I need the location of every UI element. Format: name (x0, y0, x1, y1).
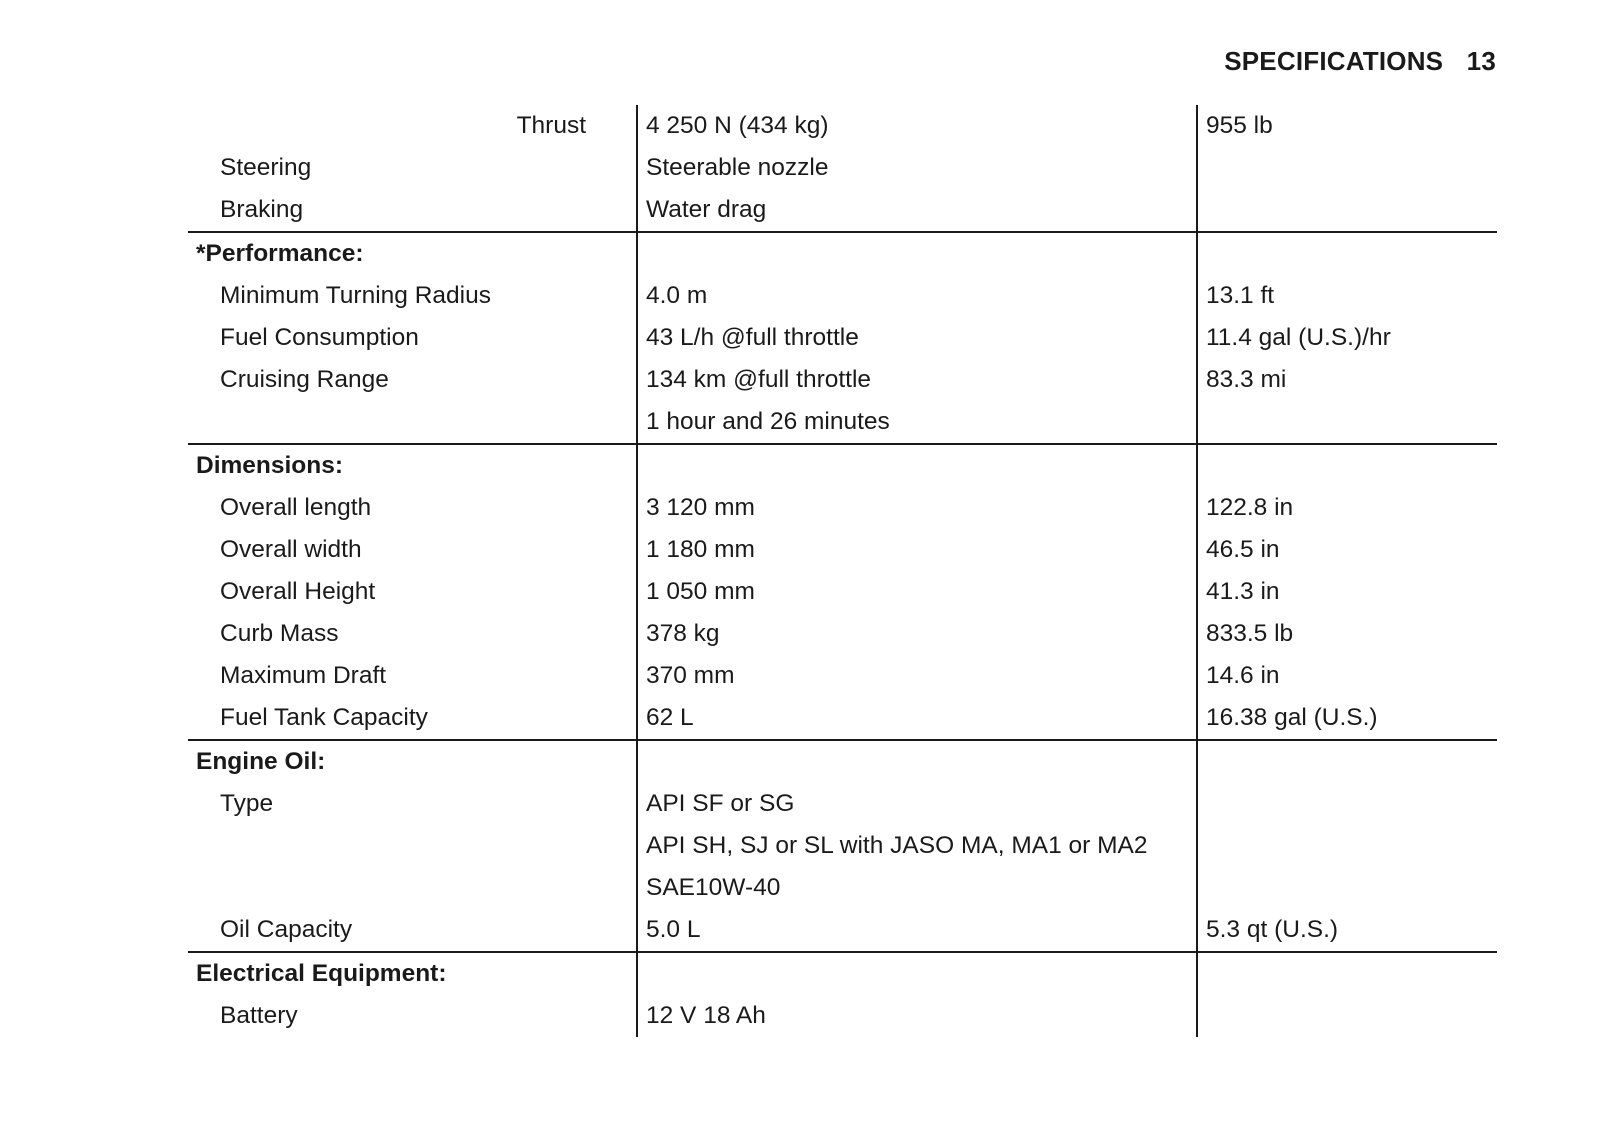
spec-imperial-value: 41.3 in (1197, 571, 1497, 613)
table-row (188, 275, 1497, 317)
spec-label: Steering (220, 154, 312, 181)
spec-imperial-value: 5.3 qt (U.S.) (1197, 909, 1497, 952)
spec-label: Fuel Tank Capacity (188, 697, 637, 740)
spec-label: Maximum Draft (220, 662, 387, 689)
spec-metric-value: 62 L (637, 697, 1197, 740)
spec-imperial-value (1197, 995, 1497, 1037)
spec-label: Fuel Consumption (220, 324, 419, 351)
table-row (188, 783, 1497, 825)
spec-imperial-value (1197, 952, 1497, 995)
spec-imperial-value (1197, 401, 1497, 444)
page-header (1224, 46, 1496, 77)
spec-label: Minimum Turning Radius (220, 282, 491, 309)
section-heading-dimensions: Dimensions: (196, 452, 344, 479)
table-row (188, 487, 1497, 529)
spec-imperial-value: 16.38 gal (U.S.) (1197, 697, 1497, 740)
table-row (188, 697, 1497, 740)
table-row (188, 147, 1497, 189)
spec-metric-value: 1 hour and 26 minutes (637, 401, 1197, 444)
spec-metric-value: SAE10W-40 (637, 867, 1197, 909)
spec-imperial-value (1197, 783, 1497, 825)
spec-imperial-value: 955 lb (1197, 105, 1497, 147)
spec-label (188, 825, 637, 867)
spec-metric-value: Water drag (637, 189, 1197, 232)
spec-imperial-value (1197, 189, 1497, 232)
table-row (188, 105, 1497, 147)
spec-imperial-value (1197, 444, 1497, 487)
table-row (188, 571, 1497, 613)
spec-label (188, 867, 637, 909)
spec-imperial-value (1197, 147, 1497, 189)
spec-imperial-value: 83.3 mi (1197, 359, 1497, 401)
spec-metric-value: 43 L/h @full throttle (637, 317, 1197, 359)
table-row (188, 317, 1497, 359)
table-row (188, 401, 1497, 444)
table-row (188, 613, 1497, 655)
section-heading-performance: *Performance: (196, 240, 364, 267)
table-row (188, 359, 1497, 401)
spec-imperial-value: 14.6 in (1197, 655, 1497, 697)
section-heading-engine-oil: Engine Oil: (196, 748, 326, 775)
spec-imperial-value (1197, 867, 1497, 909)
spec-metric-value (637, 232, 1197, 275)
table-row (188, 909, 1497, 952)
spec-metric-value: 4 250 N (434 kg) (637, 105, 1197, 147)
spec-imperial-value: 833.5 lb (1197, 613, 1497, 655)
spec-metric-value: 1 050 mm (637, 571, 1197, 613)
spec-metric-value (637, 740, 1197, 783)
spec-label: Type (220, 790, 274, 817)
spec-metric-value: 134 km @full throttle (637, 359, 1197, 401)
spec-metric-value: API SF or SG (637, 783, 1197, 825)
spec-label: Oil Capacity (188, 909, 637, 952)
spec-metric-value: API SH, SJ or SL with JASO MA, MA1 or MA2 (637, 825, 1197, 867)
spec-label: Overall length (220, 494, 372, 521)
spec-imperial-value (1197, 740, 1497, 783)
spec-label: Battery (220, 1002, 298, 1029)
spec-imperial-value: 13.1 ft (1197, 275, 1497, 317)
section-heading-row (188, 444, 1497, 487)
spec-imperial-value (1197, 825, 1497, 867)
spec-imperial-value: 122.8 in (1197, 487, 1497, 529)
spec-metric-value: Steerable nozzle (637, 147, 1197, 189)
spec-label: Braking (188, 189, 637, 232)
spec-label: Cruising Range (220, 366, 389, 393)
page-title: SPECIFICATIONS (1224, 46, 1444, 76)
spec-metric-value (637, 952, 1197, 995)
spec-label (188, 401, 637, 444)
spec-imperial-value (1197, 232, 1497, 275)
section-heading-row (188, 740, 1497, 783)
spec-metric-value (637, 444, 1197, 487)
spec-metric-value: 5.0 L (637, 909, 1197, 952)
spec-metric-value: 3 120 mm (637, 487, 1197, 529)
spec-metric-value: 4.0 m (637, 275, 1197, 317)
section-heading-row (188, 952, 1497, 995)
spec-label: Thrust (516, 112, 586, 139)
section-heading-electrical-equipment: Electrical Equipment: (196, 960, 447, 987)
table-row (188, 867, 1497, 909)
spec-metric-value: 378 kg (637, 613, 1197, 655)
page-number: 13 (1466, 46, 1496, 76)
spec-imperial-value: 11.4 gal (U.S.)/hr (1197, 317, 1497, 359)
section-heading-row (188, 232, 1497, 275)
spec-metric-value: 370 mm (637, 655, 1197, 697)
table-row (188, 825, 1497, 867)
table-row (188, 995, 1497, 1037)
spec-imperial-value: 46.5 in (1197, 529, 1497, 571)
table-row (188, 655, 1497, 697)
spec-label: Overall Height (220, 578, 376, 605)
table-row (188, 189, 1497, 232)
spec-metric-value: 1 180 mm (637, 529, 1197, 571)
spec-metric-value: 12 V 18 Ah (637, 995, 1197, 1037)
spec-label: Overall width (220, 536, 362, 563)
spec-label: Curb Mass (220, 620, 339, 647)
specifications-table (188, 105, 1497, 1037)
table-row (188, 529, 1497, 571)
